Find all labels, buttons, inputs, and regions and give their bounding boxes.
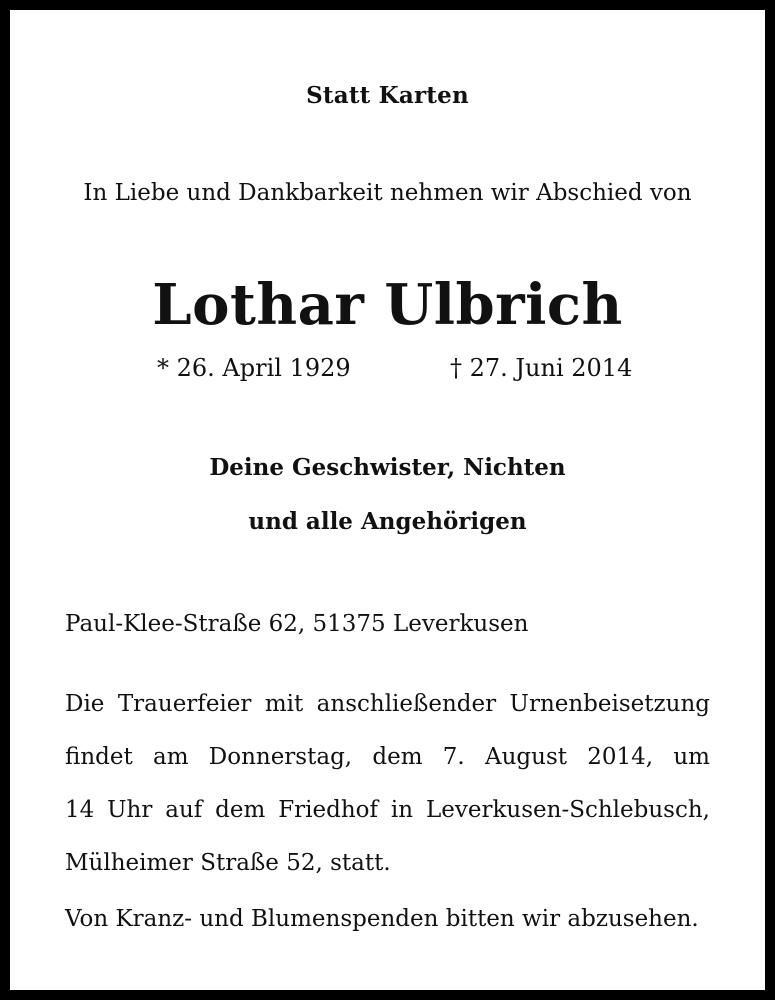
notice-header: Statt Karten <box>306 82 469 109</box>
ceremony-line-3: 14 Uhr auf dem Friedhof in Leverkusen-Schlebusch, <box>65 797 710 823</box>
life-dates <box>65 354 710 386</box>
ceremony-line-4: Mülheimer Straße 52, statt. <box>65 850 391 876</box>
mourners-line-2: und alle Angehörigen <box>248 508 527 535</box>
deceased-name: Lothar Ulbrich <box>152 272 623 338</box>
death-date: † 27. Juni 2014 <box>450 354 633 382</box>
address: Paul-Klee-Straße 62, 51375 Leverkusen <box>65 611 529 637</box>
ceremony-line-1: Die Trauerfeier mit anschließender Urnenbeisetzung <box>65 691 710 717</box>
ceremony-line-2: findet am Donnerstag, dem 7. August 2014, um <box>65 744 710 770</box>
notice-intro: In Liebe und Dankbarkeit nehmen wir Abschied von <box>83 180 692 206</box>
notice-content <box>65 10 710 990</box>
closing-note: Von Kranz- und Blumenspenden bitten wir abzusehen. <box>65 906 699 932</box>
mourners-line-1: Deine Geschwister, Nichten <box>209 454 566 481</box>
ceremony-paragraph <box>65 678 710 890</box>
birth-date: * 26. April 1929 <box>157 354 351 382</box>
